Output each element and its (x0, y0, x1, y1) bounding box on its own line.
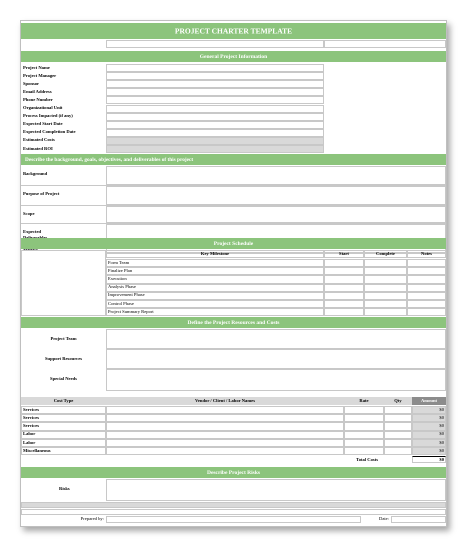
cost-cell[interactable] (344, 406, 384, 414)
schedule-cell[interactable] (324, 259, 364, 267)
prepared-by-label: Prepared by: (80, 516, 104, 521)
general-heading: General Project Information (199, 53, 268, 60)
schedule-cell[interactable] (364, 308, 407, 316)
describe-field-input[interactable] (106, 206, 446, 223)
cost-type-label: Miscellaneous (23, 447, 51, 453)
cost-cell[interactable] (106, 406, 344, 414)
schedule-cell[interactable] (407, 300, 446, 308)
schedule-cell[interactable] (407, 259, 446, 267)
schedule-column-header: Complete (376, 250, 395, 256)
date-input[interactable] (391, 516, 446, 523)
resources-field-label: Project Team (50, 336, 77, 341)
schedule-cell (106, 292, 324, 300)
schedule-left-blank (21, 250, 106, 316)
schedule-cell (106, 284, 324, 292)
cost-cell (21, 406, 106, 414)
schedule-cell[interactable] (407, 308, 446, 316)
cost-cell[interactable] (344, 414, 384, 422)
general-field-label: Process Impacted (if any) (23, 113, 73, 119)
general-field-label: Email Address (23, 88, 52, 94)
general-field-label: Phone Number (23, 96, 53, 102)
cost-column-header: Amount (420, 397, 438, 403)
resources-heading-bar (21, 317, 446, 328)
cost-cell[interactable] (344, 447, 384, 455)
cost-cell[interactable] (384, 406, 412, 414)
schedule-cell (106, 275, 324, 283)
page-title: PROJECT CHARTER TEMPLATE (174, 26, 293, 36)
schedule-cell[interactable] (364, 267, 407, 275)
schedule-column-header: Start (339, 250, 349, 256)
schedule-cell[interactable] (407, 292, 446, 300)
describe-field-input[interactable] (106, 166, 446, 185)
schedule-cell (106, 300, 324, 308)
cost-amount: $0 (439, 439, 444, 445)
describe-heading: Describe the background, goals, objectives, and deliverables of this project (25, 156, 194, 163)
risks-input[interactable] (106, 479, 446, 501)
risks-label: Risks (59, 486, 70, 491)
risks-heading: Describe Project Risks (206, 469, 261, 476)
cost-cell[interactable] (106, 431, 344, 439)
milestone-label: Finalize Plan (108, 267, 133, 273)
risks-shaded-row (21, 502, 446, 508)
schedule-column-header: Notes (421, 250, 432, 256)
milestone-label: Analysis Phase (108, 284, 136, 290)
general-field-input[interactable] (106, 113, 324, 121)
cost-column-header: Qty (394, 397, 402, 403)
resources-field-label: Special Needs (50, 376, 77, 381)
project-charter-sheet (20, 20, 447, 527)
resources-heading: Define the Project Resources and Costs (187, 319, 280, 326)
schedule-cell (106, 308, 324, 316)
general-field-input[interactable] (106, 105, 324, 113)
cost-cell (21, 439, 106, 447)
cost-cell[interactable] (384, 447, 412, 455)
schedule-column-header: Key Milestone (200, 250, 230, 256)
describe-field-label: Scope (23, 211, 35, 216)
cost-type-label: Services (23, 406, 40, 412)
cost-amount: $0 (439, 415, 444, 420)
milestone-label: Execution (108, 275, 127, 281)
schedule-cell[interactable] (324, 275, 364, 283)
schedule-header-cell (106, 250, 324, 258)
cost-type-label: Labor (23, 439, 36, 445)
general-field-label: Expected Completion Date (23, 129, 76, 135)
cost-cell (21, 431, 106, 439)
cost-column-header: Cost Type (53, 397, 74, 403)
schedule-cell[interactable] (324, 267, 364, 275)
milestone-label: Improvement Phase (108, 292, 145, 298)
cost-cell[interactable] (384, 439, 412, 447)
schedule-cell[interactable] (364, 292, 407, 300)
cost-cell (21, 447, 106, 455)
cost-cell[interactable] (344, 422, 384, 430)
cost-cell[interactable] (344, 439, 384, 447)
cost-cell[interactable] (344, 431, 384, 439)
schedule-cell[interactable] (364, 284, 407, 292)
cost-cell[interactable] (384, 414, 412, 422)
title-blank-cell[interactable] (106, 40, 324, 48)
general-field-label: Sponsor (23, 80, 40, 86)
milestone-label: Control Phase (108, 300, 134, 306)
resources-field-input[interactable] (106, 369, 446, 391)
general-field-input[interactable] (106, 88, 324, 96)
resources-field-label: Support Resources (44, 356, 83, 361)
schedule-cell[interactable] (324, 308, 364, 316)
schedule-cell (106, 267, 324, 275)
general-field-label: Estimated ROI (23, 145, 53, 151)
schedule-cell[interactable] (407, 275, 446, 283)
schedule-cell[interactable] (324, 284, 364, 292)
cost-amount: $0 (439, 423, 444, 429)
total-costs-value: $0 (439, 456, 444, 462)
date-label: Date: (379, 516, 389, 521)
describe-field-label: Expected (23, 229, 42, 234)
cost-column-header: Rate (359, 397, 369, 403)
schedule-cell[interactable] (324, 292, 364, 300)
general-field-input[interactable] (106, 96, 324, 104)
cost-cell[interactable] (106, 422, 344, 430)
describe-field-label: Purpose of Project (23, 191, 60, 196)
general-field-input[interactable] (106, 64, 324, 72)
cost-column-header: Vendor / Client / Labor Names (194, 397, 256, 403)
cost-cell[interactable] (106, 439, 344, 447)
general-heading-bar (21, 51, 446, 62)
general-field-input[interactable] (106, 80, 324, 88)
risks-heading-bar (21, 467, 446, 478)
describe-heading-bar (21, 154, 446, 165)
schedule-header-cell (324, 250, 364, 258)
resources-field-input[interactable] (106, 349, 446, 369)
cost-amount: $0 (439, 431, 444, 437)
cost-amount: $0 (439, 406, 444, 412)
general-field-label: Project Manager (23, 72, 57, 78)
general-field-input[interactable] (106, 121, 324, 129)
schedule-cell[interactable] (364, 259, 407, 267)
general-field-label: Expected Start Date (23, 121, 63, 127)
prepared-by-input[interactable] (106, 516, 361, 523)
schedule-heading-bar (21, 238, 446, 249)
schedule-cell[interactable] (407, 284, 446, 292)
general-field-input[interactable] (106, 145, 324, 153)
cost-amount: $0 (439, 447, 444, 453)
title-blank-cell-right[interactable] (324, 40, 446, 48)
schedule-cell[interactable] (364, 300, 407, 308)
cost-type-label: Labor (23, 431, 36, 437)
title-bar (21, 23, 446, 39)
schedule-header-cell (364, 250, 407, 258)
cost-cell (21, 422, 106, 430)
general-field-input[interactable] (106, 129, 324, 137)
cost-cell (21, 414, 106, 422)
general-field-label: Project Name (23, 64, 50, 70)
general-field-input[interactable] (106, 137, 324, 145)
total-costs-label: Total Costs (356, 457, 378, 463)
milestone-label: Project Summary Report (108, 308, 154, 314)
schedule-cell[interactable] (364, 275, 407, 283)
cost-cell[interactable] (384, 422, 412, 430)
milestone-label: Form Team (108, 259, 130, 265)
schedule-heading: Project Schedule (213, 240, 254, 247)
schedule-cell (106, 259, 324, 267)
describe-field-label: Background (23, 171, 48, 176)
risks-blank-row[interactable] (21, 509, 446, 515)
general-field-label: Organizational Unit (23, 105, 63, 110)
schedule-cell[interactable] (407, 267, 446, 275)
cost-type-label: Services (23, 423, 40, 429)
general-field-label: Estimated Costs (23, 137, 55, 143)
cost-cell[interactable] (384, 431, 412, 439)
resources-field-input[interactable] (106, 329, 446, 349)
cost-cell[interactable] (106, 414, 344, 422)
describe-field-input[interactable] (106, 186, 446, 205)
cost-type-label: Services (23, 415, 40, 420)
cost-cell[interactable] (106, 447, 344, 455)
schedule-cell[interactable] (324, 300, 364, 308)
schedule-header-cell (407, 250, 446, 258)
general-field-input[interactable] (106, 72, 324, 80)
